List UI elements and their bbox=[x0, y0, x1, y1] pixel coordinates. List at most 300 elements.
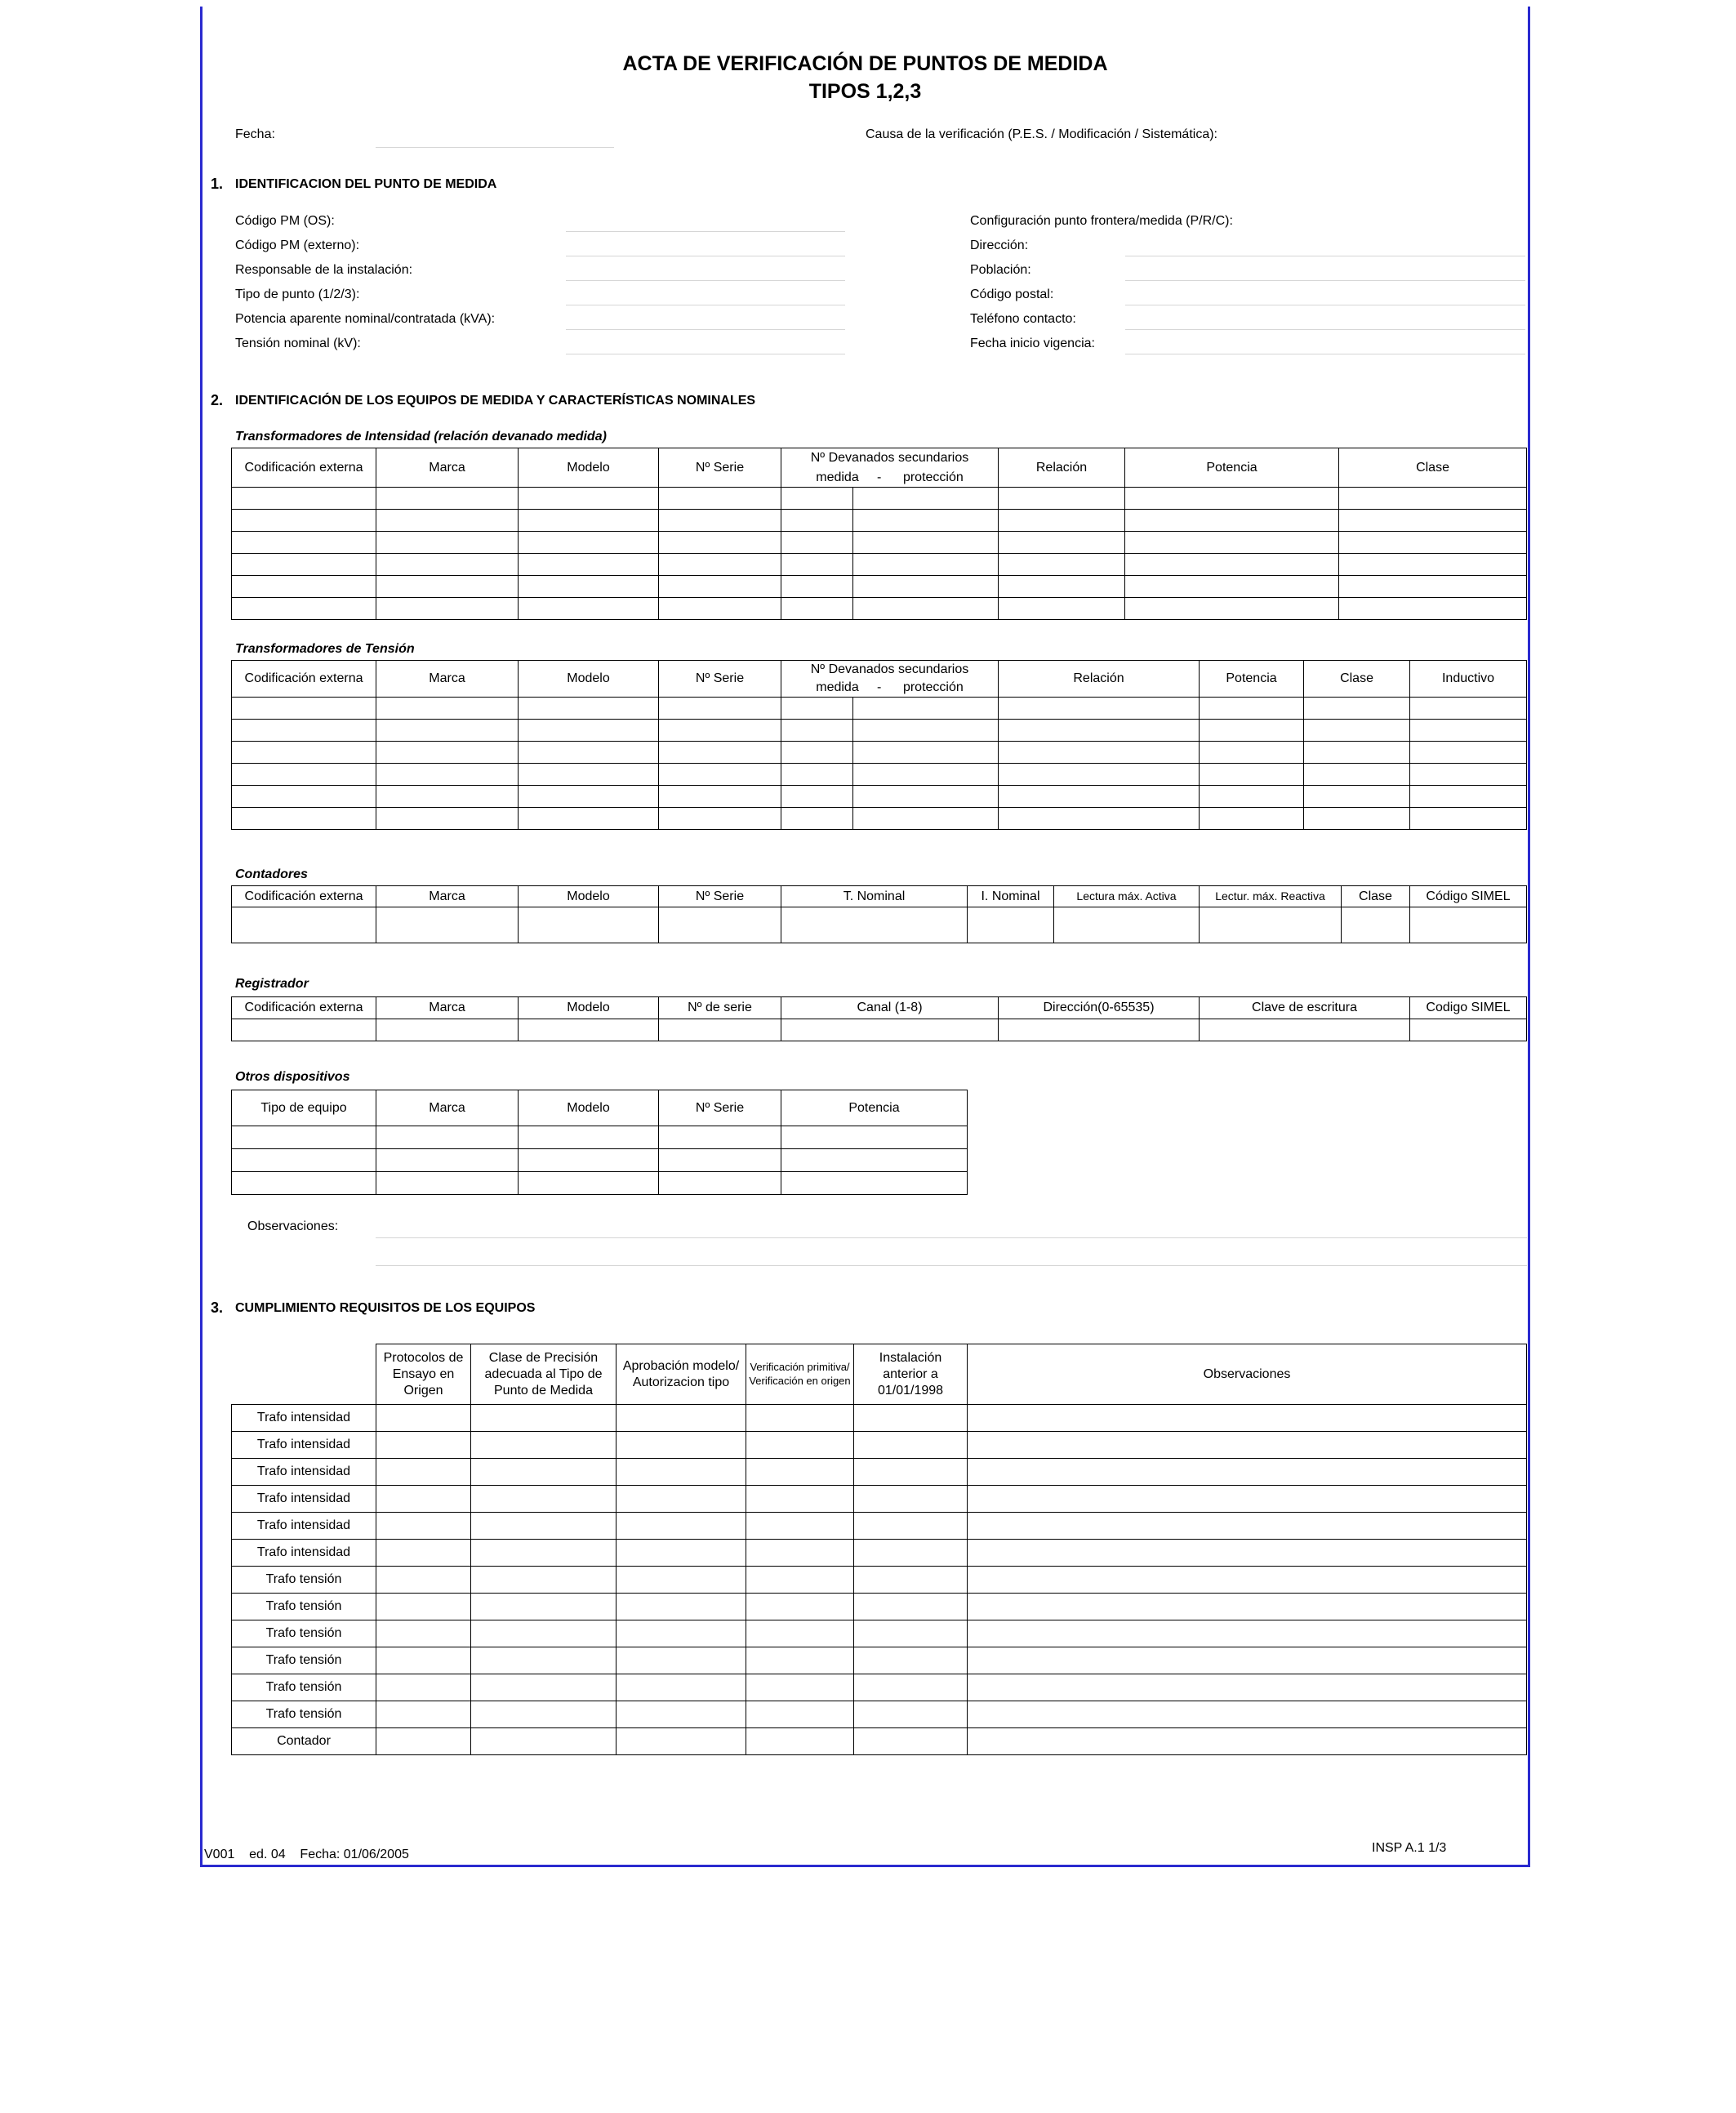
cell[interactable] bbox=[376, 488, 519, 510]
cell[interactable] bbox=[854, 1405, 968, 1432]
header-cell: Inductivo bbox=[1410, 661, 1527, 698]
cell[interactable] bbox=[232, 742, 376, 764]
cell[interactable] bbox=[519, 742, 659, 764]
cell[interactable] bbox=[1200, 698, 1304, 720]
cell[interactable] bbox=[659, 532, 781, 554]
cell[interactable] bbox=[968, 1674, 1527, 1701]
cell[interactable] bbox=[617, 1432, 746, 1459]
cell[interactable] bbox=[968, 1459, 1527, 1486]
cell[interactable] bbox=[746, 1594, 854, 1620]
table-row bbox=[232, 1674, 1527, 1701]
cell[interactable] bbox=[1304, 786, 1410, 808]
cell[interactable] bbox=[968, 1647, 1527, 1674]
cell[interactable] bbox=[968, 1620, 1527, 1647]
cell[interactable] bbox=[232, 510, 376, 532]
cell[interactable] bbox=[854, 1432, 968, 1459]
cell[interactable] bbox=[232, 720, 376, 742]
cell[interactable] bbox=[519, 698, 659, 720]
cell[interactable] bbox=[617, 1728, 746, 1755]
cell[interactable] bbox=[854, 1567, 968, 1594]
cell[interactable] bbox=[1304, 808, 1410, 830]
causa-label: Causa de la verificación (P.E.S. / Modificación / Sistemática): bbox=[866, 127, 1217, 141]
cell[interactable] bbox=[781, 786, 853, 808]
cell[interactable] bbox=[376, 554, 519, 576]
header-cell: Marca bbox=[376, 448, 519, 488]
cell[interactable] bbox=[781, 510, 853, 532]
cell[interactable] bbox=[853, 720, 999, 742]
header-cell: Nº Serie bbox=[659, 1090, 781, 1126]
header-cell: Codificación externa bbox=[232, 661, 376, 698]
cell[interactable] bbox=[376, 1149, 519, 1172]
cell[interactable] bbox=[617, 1540, 746, 1567]
cell[interactable] bbox=[519, 1172, 659, 1195]
form-subtitle: TIPOS 1,2,3 bbox=[808, 80, 922, 103]
cell[interactable] bbox=[1125, 532, 1339, 554]
field-input-line[interactable] bbox=[566, 231, 845, 232]
table-row bbox=[232, 532, 1527, 554]
cell[interactable] bbox=[1410, 786, 1527, 808]
section3-title: CUMPLIMIENTO REQUISITOS DE LOS EQUIPOS bbox=[235, 1301, 536, 1315]
field-label: Código postal: bbox=[970, 288, 1054, 301]
cell[interactable] bbox=[617, 1674, 746, 1701]
table-row bbox=[232, 1405, 1527, 1432]
row-label: Trafo tensión bbox=[232, 1620, 376, 1647]
ti-title: Transformadores de Intensidad (relación devanado medida) bbox=[235, 430, 607, 444]
cell[interactable] bbox=[519, 576, 659, 598]
fecha-label: Fecha: bbox=[235, 127, 275, 141]
header-cell: Codigo SIMEL bbox=[1410, 997, 1527, 1019]
cell[interactable] bbox=[1200, 720, 1304, 742]
cell[interactable] bbox=[968, 907, 1054, 943]
cell[interactable] bbox=[471, 1620, 617, 1647]
cell[interactable] bbox=[471, 1459, 617, 1486]
cell[interactable] bbox=[519, 808, 659, 830]
cell[interactable] bbox=[519, 488, 659, 510]
cell[interactable] bbox=[471, 1647, 617, 1674]
cell[interactable] bbox=[968, 1540, 1527, 1567]
cell[interactable] bbox=[999, 1019, 1200, 1041]
cell[interactable] bbox=[999, 698, 1200, 720]
cell[interactable] bbox=[1410, 764, 1527, 786]
header-cell: Clave de escritura bbox=[1200, 997, 1410, 1019]
header-cell: Modelo bbox=[519, 886, 659, 907]
header-cell: T. Nominal bbox=[781, 886, 968, 907]
cell[interactable] bbox=[471, 1594, 617, 1620]
section2-title: IDENTIFICACIÓN DE LOS EQUIPOS DE MEDIDA Y CARACTERÍSTICAS NOMINALES bbox=[235, 394, 756, 408]
cell[interactable] bbox=[519, 786, 659, 808]
cell[interactable] bbox=[376, 742, 519, 764]
table-row bbox=[232, 1172, 968, 1195]
cell[interactable] bbox=[853, 510, 999, 532]
cell[interactable] bbox=[376, 1126, 519, 1149]
field-input-line[interactable] bbox=[566, 280, 845, 281]
cell[interactable] bbox=[376, 1432, 471, 1459]
header-cell: Modelo bbox=[519, 661, 659, 698]
header-cell: Observaciones bbox=[968, 1344, 1527, 1405]
cell[interactable] bbox=[999, 554, 1125, 576]
cell[interactable] bbox=[376, 808, 519, 830]
cell[interactable] bbox=[781, 554, 853, 576]
cell[interactable] bbox=[1200, 764, 1304, 786]
cell[interactable] bbox=[471, 1728, 617, 1755]
cell[interactable] bbox=[1304, 698, 1410, 720]
registrador-table bbox=[231, 996, 1527, 1041]
cell[interactable] bbox=[1339, 576, 1527, 598]
field-label: Tipo de punto (1/2/3): bbox=[235, 288, 360, 301]
cell[interactable] bbox=[853, 742, 999, 764]
cell[interactable] bbox=[853, 764, 999, 786]
footer-version bbox=[204, 1848, 409, 1862]
cell[interactable] bbox=[232, 1172, 376, 1195]
cell[interactable] bbox=[1410, 698, 1527, 720]
cell[interactable] bbox=[968, 1701, 1527, 1728]
cell[interactable] bbox=[659, 510, 781, 532]
cell[interactable] bbox=[519, 598, 659, 620]
cell[interactable] bbox=[376, 1567, 471, 1594]
cell[interactable] bbox=[232, 1149, 376, 1172]
cell[interactable] bbox=[854, 1594, 968, 1620]
cell[interactable] bbox=[519, 720, 659, 742]
cell[interactable] bbox=[376, 1459, 471, 1486]
cell[interactable] bbox=[232, 554, 376, 576]
cell[interactable] bbox=[617, 1647, 746, 1674]
cell[interactable] bbox=[781, 532, 853, 554]
cell[interactable] bbox=[232, 1126, 376, 1149]
cell[interactable] bbox=[471, 1432, 617, 1459]
cell[interactable] bbox=[746, 1620, 854, 1647]
field-label: Teléfono contacto: bbox=[970, 312, 1076, 326]
cell[interactable] bbox=[1339, 510, 1527, 532]
cell[interactable] bbox=[659, 720, 781, 742]
observaciones-line[interactable] bbox=[376, 1237, 1527, 1238]
header-cell: Nº Serie bbox=[659, 448, 781, 488]
field-input-line[interactable] bbox=[1125, 280, 1525, 281]
cell[interactable] bbox=[471, 1405, 617, 1432]
field-label: Dirección: bbox=[970, 238, 1029, 252]
cell[interactable] bbox=[232, 907, 376, 943]
table-row bbox=[232, 1540, 1527, 1567]
cell[interactable] bbox=[471, 1701, 617, 1728]
cell[interactable] bbox=[854, 1513, 968, 1540]
cell[interactable] bbox=[232, 698, 376, 720]
cell[interactable] bbox=[232, 576, 376, 598]
cell[interactable] bbox=[781, 698, 853, 720]
cell[interactable] bbox=[376, 1172, 519, 1195]
cell[interactable] bbox=[1200, 742, 1304, 764]
cell[interactable] bbox=[471, 1567, 617, 1594]
cell[interactable] bbox=[781, 1019, 999, 1041]
cell[interactable] bbox=[968, 1432, 1527, 1459]
cell[interactable] bbox=[519, 510, 659, 532]
cell[interactable] bbox=[659, 764, 781, 786]
cell[interactable] bbox=[232, 532, 376, 554]
cell[interactable] bbox=[854, 1540, 968, 1567]
cell[interactable] bbox=[659, 1019, 781, 1041]
observaciones-line[interactable] bbox=[376, 1265, 1527, 1266]
cell[interactable] bbox=[376, 1486, 471, 1513]
cell[interactable] bbox=[376, 764, 519, 786]
cell[interactable] bbox=[659, 742, 781, 764]
cell[interactable] bbox=[854, 1620, 968, 1647]
header-cell: Clase bbox=[1339, 448, 1527, 488]
edition: ed. 04 bbox=[249, 1848, 286, 1861]
cell[interactable] bbox=[376, 1540, 471, 1567]
cell[interactable] bbox=[1200, 1019, 1410, 1041]
ti-table bbox=[231, 448, 1527, 620]
cell[interactable] bbox=[376, 1647, 471, 1674]
cell[interactable] bbox=[781, 720, 853, 742]
cell[interactable] bbox=[854, 1486, 968, 1513]
table-row bbox=[232, 1647, 1527, 1674]
cell[interactable] bbox=[968, 1594, 1527, 1620]
tt-title: Transformadores de Tensión bbox=[235, 642, 415, 656]
cell[interactable] bbox=[854, 1728, 968, 1755]
cell[interactable] bbox=[853, 808, 999, 830]
header-cell: Clase de Precisión adecuada al Tipo de Punto de Medida bbox=[471, 1344, 617, 1405]
field-label: Responsable de la instalación: bbox=[235, 263, 413, 277]
header-cell: Lectur. máx. Reactiva bbox=[1200, 886, 1342, 907]
cell[interactable] bbox=[232, 808, 376, 830]
cell[interactable] bbox=[968, 1728, 1527, 1755]
cell[interactable] bbox=[999, 786, 1200, 808]
cell[interactable] bbox=[659, 1172, 781, 1195]
cell[interactable] bbox=[1125, 576, 1339, 598]
cell[interactable] bbox=[854, 1459, 968, 1486]
cell[interactable] bbox=[617, 1567, 746, 1594]
cell[interactable] bbox=[376, 1620, 471, 1647]
cell[interactable] bbox=[999, 764, 1200, 786]
field-label: Configuración punto frontera/medida (P/R/C): bbox=[970, 214, 1233, 228]
cell[interactable] bbox=[659, 907, 781, 943]
row-label: Contador bbox=[232, 1728, 376, 1755]
cell[interactable] bbox=[659, 1149, 781, 1172]
cell[interactable] bbox=[781, 808, 853, 830]
row-label: Trafo intensidad bbox=[232, 1486, 376, 1513]
cell[interactable] bbox=[968, 1486, 1527, 1513]
cell[interactable] bbox=[999, 488, 1125, 510]
header-cell: Nº Serie bbox=[659, 661, 781, 698]
cell[interactable] bbox=[659, 786, 781, 808]
cell[interactable] bbox=[519, 1149, 659, 1172]
field-label: Tensión nominal (kV): bbox=[235, 337, 361, 350]
cell[interactable] bbox=[1410, 742, 1527, 764]
section1-number: 1. bbox=[211, 176, 224, 192]
cell[interactable] bbox=[853, 554, 999, 576]
cell[interactable] bbox=[746, 1513, 854, 1540]
cell[interactable] bbox=[1339, 488, 1527, 510]
cell[interactable] bbox=[376, 1405, 471, 1432]
header-cell: Protocolos de Ensayo en Origen bbox=[376, 1344, 471, 1405]
table-row bbox=[232, 720, 1527, 742]
cell[interactable] bbox=[781, 742, 853, 764]
cell[interactable] bbox=[746, 1701, 854, 1728]
cell[interactable] bbox=[999, 808, 1200, 830]
header-cell: Canal (1-8) bbox=[781, 997, 999, 1019]
form-page bbox=[200, 7, 1530, 1867]
cell[interactable] bbox=[376, 720, 519, 742]
cell[interactable] bbox=[376, 532, 519, 554]
cell[interactable] bbox=[659, 576, 781, 598]
cell[interactable] bbox=[1410, 907, 1527, 943]
cell[interactable] bbox=[746, 1647, 854, 1674]
cell[interactable] bbox=[471, 1540, 617, 1567]
cell[interactable] bbox=[519, 764, 659, 786]
cell[interactable] bbox=[853, 488, 999, 510]
cell[interactable] bbox=[999, 598, 1125, 620]
cell[interactable] bbox=[376, 1674, 471, 1701]
cell[interactable] bbox=[1410, 808, 1527, 830]
cell[interactable] bbox=[1125, 598, 1339, 620]
cell[interactable] bbox=[659, 488, 781, 510]
cell[interactable] bbox=[746, 1459, 854, 1486]
cell[interactable] bbox=[617, 1405, 746, 1432]
header-cell: Marca bbox=[376, 886, 519, 907]
cell[interactable] bbox=[1200, 786, 1304, 808]
cell[interactable] bbox=[854, 1674, 968, 1701]
cell[interactable] bbox=[1339, 598, 1527, 620]
cell[interactable] bbox=[746, 1728, 854, 1755]
field-input-line[interactable] bbox=[1125, 329, 1525, 330]
cell[interactable] bbox=[781, 907, 968, 943]
cell[interactable] bbox=[376, 598, 519, 620]
table-row bbox=[232, 1019, 1527, 1041]
table-row bbox=[232, 1126, 968, 1149]
version: V001 bbox=[204, 1848, 235, 1861]
cell[interactable] bbox=[1410, 720, 1527, 742]
cell[interactable] bbox=[968, 1567, 1527, 1594]
cell[interactable] bbox=[854, 1701, 968, 1728]
cell[interactable] bbox=[746, 1674, 854, 1701]
cell[interactable] bbox=[781, 1149, 968, 1172]
cell[interactable] bbox=[376, 1513, 471, 1540]
cell[interactable] bbox=[232, 488, 376, 510]
cell[interactable] bbox=[471, 1486, 617, 1513]
cell[interactable] bbox=[519, 907, 659, 943]
cell[interactable] bbox=[617, 1486, 746, 1513]
cell[interactable] bbox=[853, 698, 999, 720]
cell[interactable] bbox=[1304, 764, 1410, 786]
header-cell: Lectura máx. Activa bbox=[1054, 886, 1200, 907]
cell[interactable] bbox=[376, 576, 519, 598]
cell[interactable] bbox=[853, 786, 999, 808]
field-input-line[interactable] bbox=[566, 329, 845, 330]
observaciones-label: Observaciones: bbox=[247, 1219, 339, 1233]
section2-number: 2. bbox=[211, 392, 224, 408]
section1-title: IDENTIFICACION DEL PUNTO DE MEDIDA bbox=[235, 177, 497, 191]
cell[interactable] bbox=[999, 576, 1125, 598]
cell[interactable] bbox=[746, 1567, 854, 1594]
cell[interactable] bbox=[519, 1019, 659, 1041]
cell[interactable] bbox=[659, 1126, 781, 1149]
cell[interactable] bbox=[1125, 554, 1339, 576]
cell[interactable] bbox=[232, 1019, 376, 1041]
cell[interactable] bbox=[519, 1126, 659, 1149]
cell[interactable] bbox=[376, 1019, 519, 1041]
cell[interactable] bbox=[1410, 1019, 1527, 1041]
cell[interactable] bbox=[999, 532, 1125, 554]
cell[interactable] bbox=[617, 1701, 746, 1728]
cell[interactable] bbox=[376, 786, 519, 808]
cell[interactable] bbox=[376, 1701, 471, 1728]
cell[interactable] bbox=[659, 808, 781, 830]
otros-title: Otros dispositivos bbox=[235, 1070, 350, 1084]
cell[interactable] bbox=[781, 598, 853, 620]
cell[interactable] bbox=[781, 576, 853, 598]
cell[interactable] bbox=[1339, 554, 1527, 576]
table-row bbox=[232, 786, 1527, 808]
cell[interactable] bbox=[659, 598, 781, 620]
cell[interactable] bbox=[376, 510, 519, 532]
cell[interactable] bbox=[999, 720, 1200, 742]
cell[interactable] bbox=[617, 1459, 746, 1486]
cell[interactable] bbox=[376, 1728, 471, 1755]
cell[interactable] bbox=[519, 554, 659, 576]
cell[interactable] bbox=[471, 1674, 617, 1701]
cell[interactable] bbox=[853, 532, 999, 554]
cell[interactable] bbox=[1200, 808, 1304, 830]
cell[interactable] bbox=[781, 764, 853, 786]
cell[interactable] bbox=[968, 1405, 1527, 1432]
header-cell: Relación bbox=[999, 661, 1200, 698]
cell[interactable] bbox=[519, 532, 659, 554]
cell[interactable] bbox=[376, 698, 519, 720]
cell[interactable] bbox=[999, 510, 1125, 532]
cell[interactable] bbox=[1200, 907, 1342, 943]
cell[interactable] bbox=[999, 742, 1200, 764]
cell[interactable] bbox=[376, 1594, 471, 1620]
table-row bbox=[232, 576, 1527, 598]
cell[interactable] bbox=[659, 554, 781, 576]
cell[interactable] bbox=[1339, 532, 1527, 554]
cell[interactable] bbox=[853, 598, 999, 620]
cell[interactable] bbox=[853, 576, 999, 598]
header-cell: Aprobación modelo/ Autorizacion tipo bbox=[617, 1344, 746, 1405]
cell[interactable] bbox=[746, 1432, 854, 1459]
cell[interactable] bbox=[746, 1405, 854, 1432]
table-row bbox=[232, 1486, 1527, 1513]
cell[interactable] bbox=[1342, 907, 1410, 943]
cell[interactable] bbox=[1125, 510, 1339, 532]
cell[interactable] bbox=[232, 598, 376, 620]
cell[interactable] bbox=[1304, 742, 1410, 764]
cell[interactable] bbox=[781, 1126, 968, 1149]
table-row bbox=[232, 598, 1527, 620]
cell[interactable] bbox=[746, 1540, 854, 1567]
cell[interactable] bbox=[376, 907, 519, 943]
cell[interactable] bbox=[1304, 720, 1410, 742]
cell[interactable] bbox=[232, 786, 376, 808]
cell[interactable] bbox=[1054, 907, 1200, 943]
cell[interactable] bbox=[659, 698, 781, 720]
fecha-field[interactable] bbox=[376, 147, 614, 148]
cell[interactable] bbox=[968, 1513, 1527, 1540]
cell[interactable] bbox=[617, 1513, 746, 1540]
cell[interactable] bbox=[781, 1172, 968, 1195]
cell[interactable] bbox=[1125, 488, 1339, 510]
registrador-title: Registrador bbox=[235, 977, 309, 991]
cell[interactable] bbox=[617, 1594, 746, 1620]
cell[interactable] bbox=[232, 764, 376, 786]
cell[interactable] bbox=[781, 488, 853, 510]
cell[interactable] bbox=[617, 1620, 746, 1647]
cell[interactable] bbox=[746, 1486, 854, 1513]
row-label: Trafo intensidad bbox=[232, 1405, 376, 1432]
contadores-title: Contadores bbox=[235, 867, 308, 881]
header-cell: Clase bbox=[1304, 661, 1410, 698]
footer-code: INSP A.1 1/3 bbox=[1372, 1841, 1447, 1855]
cell[interactable] bbox=[854, 1647, 968, 1674]
cell[interactable] bbox=[471, 1513, 617, 1540]
